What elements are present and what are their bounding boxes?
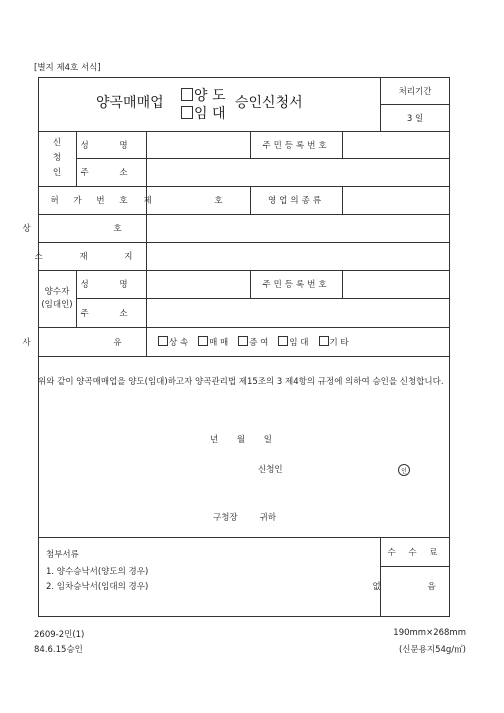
transferee-address-field[interactable]: [147, 299, 449, 326]
title-prefix: 양곡매매업: [96, 95, 164, 111]
permit-number-label: 허 가 번 호: [50, 196, 134, 206]
applicant-name-field[interactable]: [147, 132, 249, 157]
applicant-group-label: 신 청 인: [52, 138, 62, 178]
title-option-lease: 임 대: [181, 103, 226, 123]
reason-option-other[interactable]: 기 타: [319, 336, 349, 348]
addressee: 구청장 귀하: [213, 513, 277, 523]
fee-value: 없 음: [372, 582, 458, 592]
applicant-name-label: 성 명: [80, 140, 142, 151]
paper-type: (신문용지54g/㎡): [398, 645, 466, 655]
reason-option-lease[interactable]: 임 대: [278, 336, 308, 348]
processing-period-label: 처리기간: [398, 86, 432, 97]
location-label: 소 재 지: [34, 252, 150, 262]
application-date: 년 월 일: [209, 435, 281, 445]
title-suffix: 승인신청서: [235, 95, 303, 111]
transferee-address-label: 주 소: [80, 308, 142, 319]
attachment-item-1: 1. 양수승낙서(양도의 경우): [46, 567, 149, 577]
seal-mark: 인: [398, 464, 410, 476]
checkbox-icon: [319, 336, 329, 346]
location-field[interactable]: [147, 243, 449, 269]
title-option-transfer: 양 도: [181, 85, 226, 105]
form-code: [별지 제4호 서식]: [34, 63, 101, 73]
checkbox-icon: [158, 336, 168, 346]
checkbox-icon: [198, 336, 208, 346]
applicant-signature-label: 신청인: [258, 465, 283, 475]
reason-option-inheritance[interactable]: 상 속: [158, 336, 188, 348]
trade-name-field[interactable]: [147, 215, 449, 241]
checkbox-icon: [238, 336, 248, 346]
applicant-address-label: 주 소: [80, 168, 142, 178]
reason-label: 사 유: [22, 337, 162, 348]
reason-options: [158, 336, 349, 348]
business-type-field[interactable]: [343, 187, 449, 213]
transferee-name-field[interactable]: [147, 271, 249, 297]
transferee-id-label: 주민등록번호: [262, 280, 330, 290]
transferee-group-label: 양수자 (임대인): [41, 286, 73, 310]
transferee-id-field[interactable]: [343, 271, 449, 297]
checkbox-lease[interactable]: [181, 106, 193, 119]
checkbox-icon: [278, 336, 288, 346]
reason-option-gift[interactable]: 증 여: [238, 336, 268, 348]
processing-period-value: 3 일: [406, 113, 424, 124]
paper-size: 190mm×268mm: [393, 628, 466, 638]
business-type-label: 영업의종류: [267, 196, 325, 206]
application-statement: 위와 같이 양곡매매업을 양도(임대)하고자 양곡관리법 제15조의 3 제4항의 규정에 의하여 승인을 신청합니다.: [38, 377, 444, 387]
form-number: 2609-2민(1): [34, 630, 85, 640]
applicant-id-label: 주민등록번호: [262, 140, 330, 151]
attachment-item-2: 2. 임차승낙서(임대의 경우): [46, 582, 149, 592]
applicant-id-field[interactable]: [343, 132, 449, 157]
approval-date: 84.6.15승인: [34, 645, 83, 655]
transferee-name-label: 성 명: [80, 280, 142, 290]
reason-option-sale[interactable]: 매 매: [198, 336, 228, 348]
attachments-title: 첨부서류: [46, 550, 79, 560]
trade-name-label: 상 호: [22, 224, 162, 234]
permit-number-field[interactable]: 제 호: [143, 196, 253, 206]
applicant-address-field[interactable]: [147, 159, 449, 185]
fee-label: 수 수 료: [387, 547, 443, 558]
checkbox-transfer[interactable]: [181, 88, 193, 101]
